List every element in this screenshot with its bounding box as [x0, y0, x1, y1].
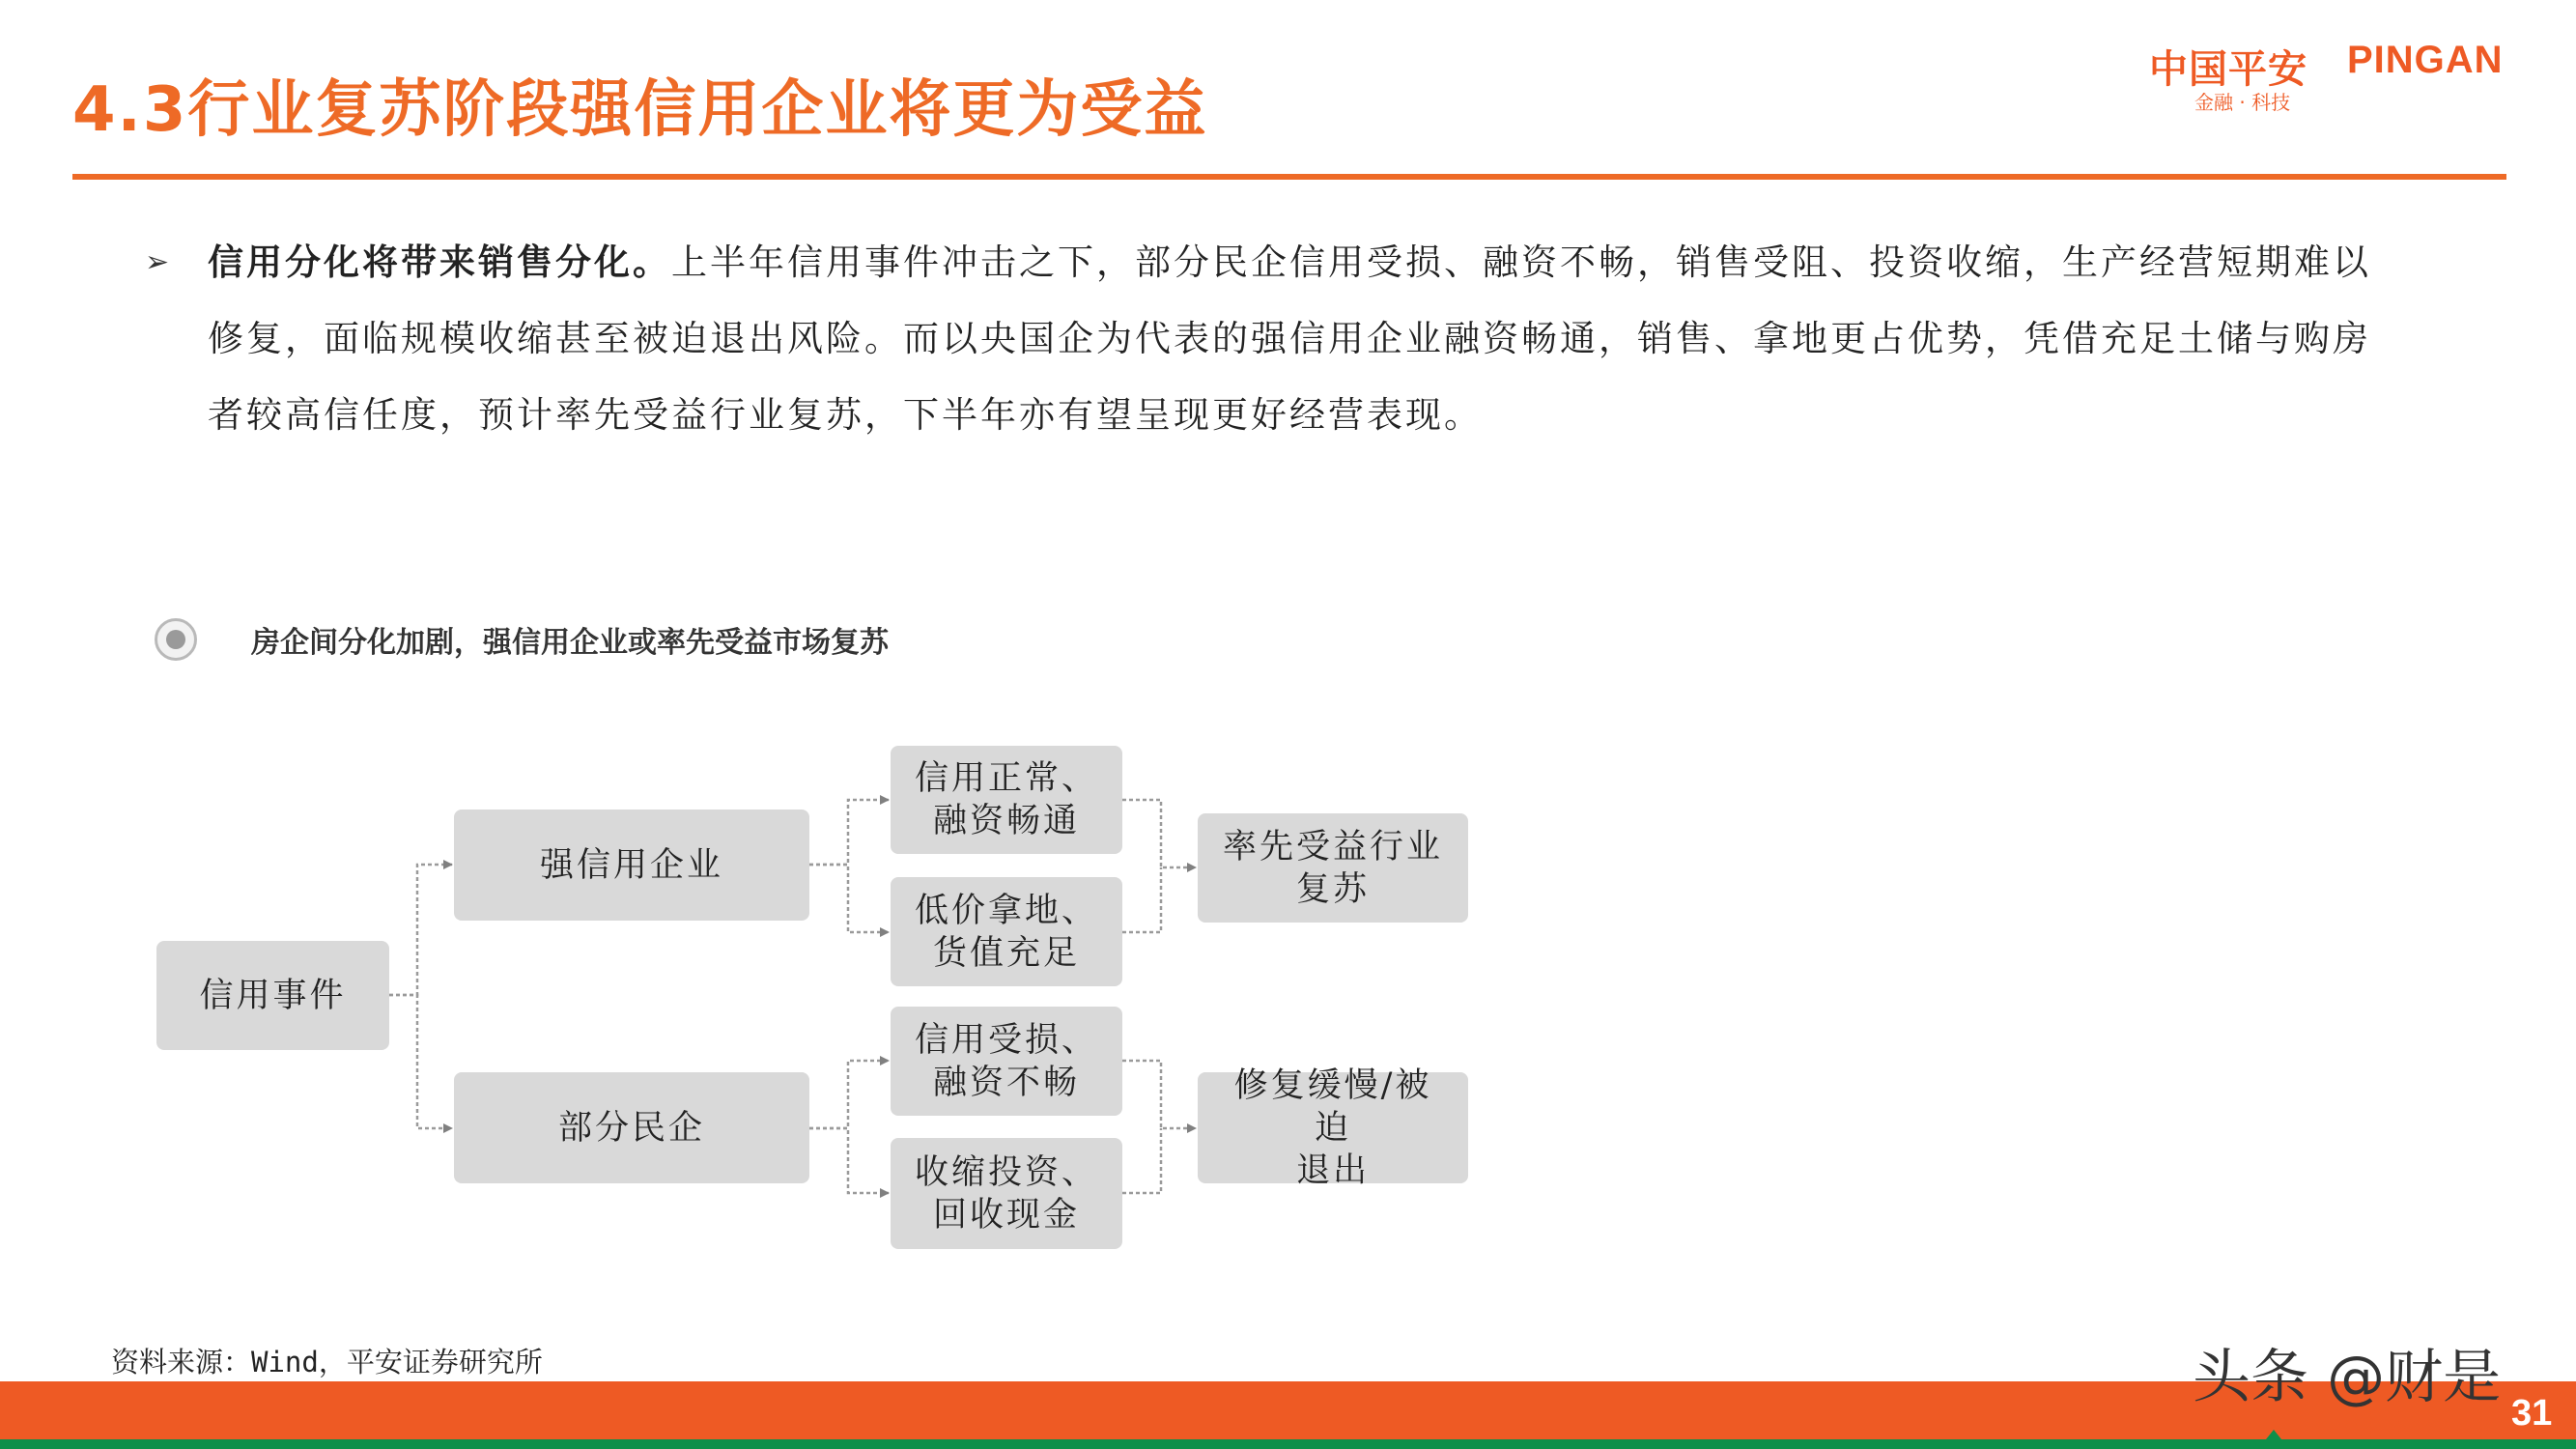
bullet-arrow-icon: ➢	[145, 245, 170, 279]
footer-triangle-icon	[2258, 1430, 2289, 1449]
connector-private-b	[809, 1128, 889, 1193]
connector-private-result-a	[1122, 1061, 1196, 1128]
connector-strong-a	[809, 800, 889, 865]
page-number: 31	[2511, 1393, 2553, 1434]
logo-en: PINGAN	[2347, 39, 2504, 81]
node-credit-normal: 信用正常、 融资畅通	[891, 746, 1122, 854]
connector-strong-b	[809, 865, 889, 932]
node-cut-investment: 收缩投资、 回收现金	[891, 1138, 1122, 1249]
watermark: 头条 @财是	[2193, 1344, 2502, 1411]
node-first-benefit: 率先受益行业 复苏	[1198, 813, 1468, 923]
node-private-firms: 部分民企	[454, 1072, 809, 1183]
logo-cn: 中国平安	[2149, 47, 2307, 92]
connector-private-a	[809, 1061, 889, 1128]
connector-strong-result-b	[1122, 867, 1161, 932]
connector-private-result-b	[1122, 1128, 1161, 1193]
connector-strong-result-a	[1122, 800, 1196, 867]
page-title: 4.3行业复苏阶段强信用企业将更为受益	[72, 74, 1208, 146]
connector-root-strong	[389, 865, 452, 995]
footer-bar	[0, 1381, 2576, 1439]
connector-root-private	[389, 995, 452, 1128]
logo-tagline: 金融 · 科技	[2194, 91, 2291, 114]
node-credit-impaired: 信用受损、 融资不畅	[891, 1007, 1122, 1116]
node-credit-event: 信用事件	[156, 941, 389, 1050]
source-note: 资料来源：Wind，平安证券研究所	[111, 1346, 543, 1378]
bullet-text: 上半年信用事件冲击之下，部分民企信用受损、融资不畅，销售受阻、投资收缩，生产经营短期难以修复，面临规模收缩甚至被迫退出风险。而以央国企为代表的强信用企业融资畅通，销售、拿地更占优势，凭借充足土储与购房者较高信任度，预计率先受益行业复苏，下半年亦有望呈现更好经营表现。	[208, 242, 2371, 436]
node-low-cost-land: 低价拿地、 货值充足	[891, 877, 1122, 986]
node-slow-recovery: 修复缓慢/被迫 退出	[1198, 1072, 1468, 1183]
bullet-lead: 信用分化将带来销售分化。	[208, 242, 671, 283]
diagram-caption: 房企间分化加剧，强信用企业或率先受益市场复苏	[251, 626, 889, 660]
node-strong-credit: 强信用企业	[454, 810, 809, 921]
footer-green-strip	[0, 1439, 2576, 1449]
